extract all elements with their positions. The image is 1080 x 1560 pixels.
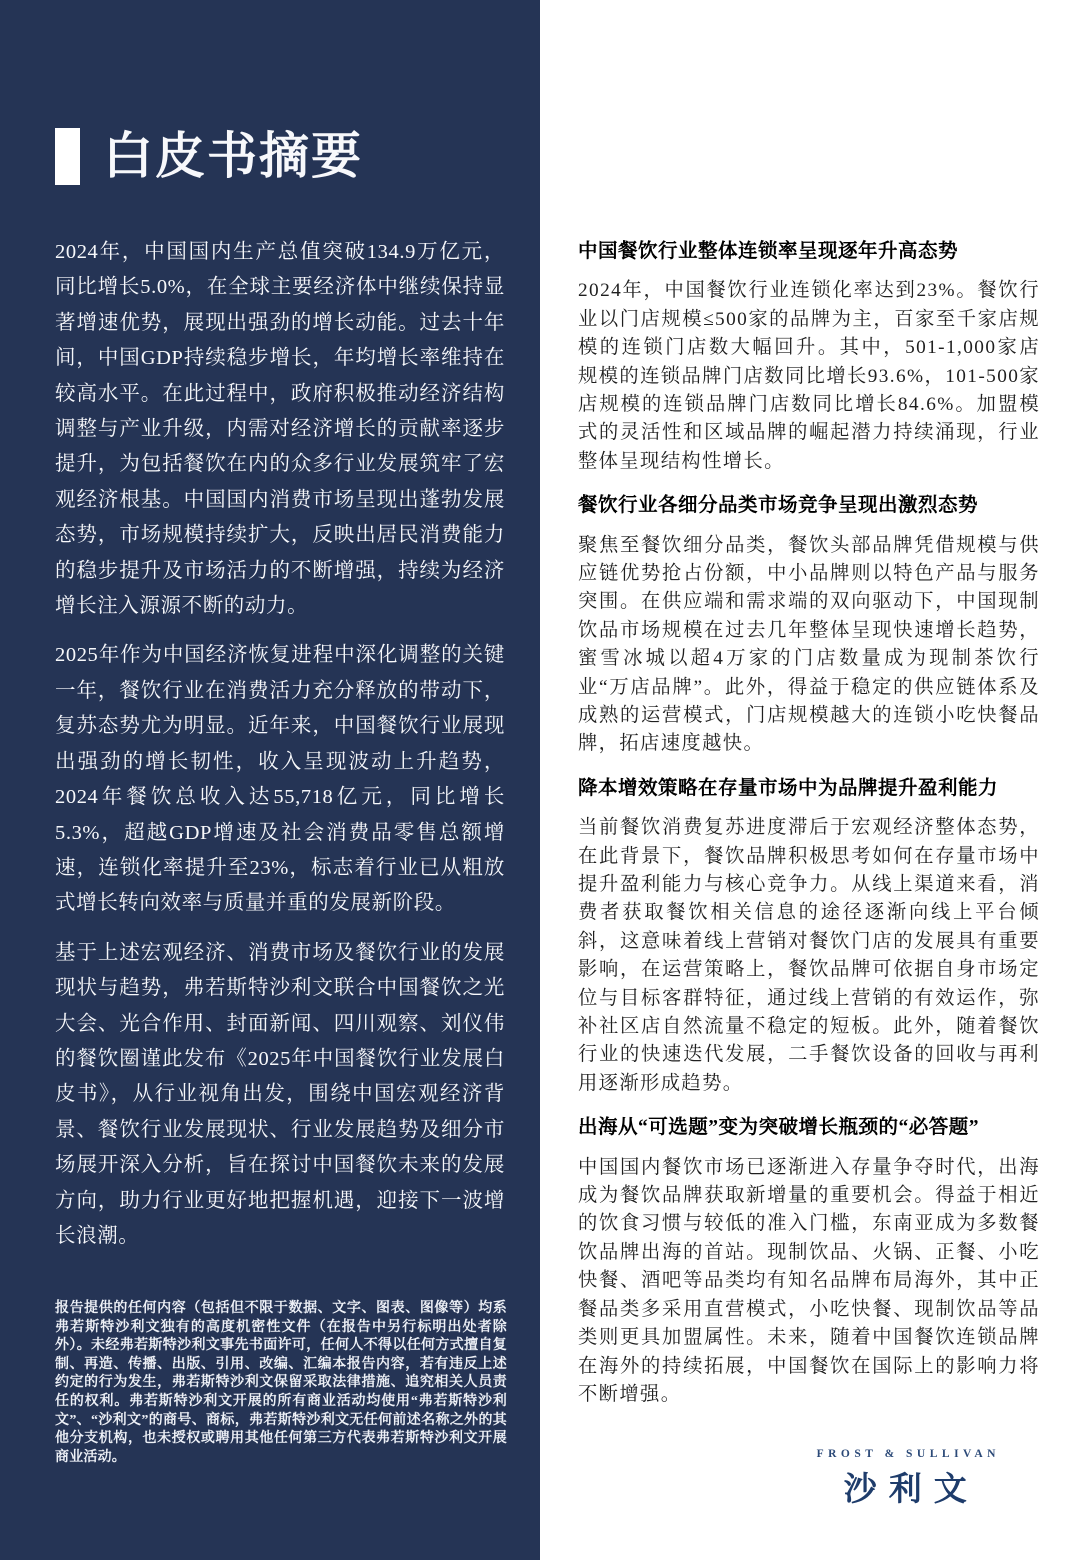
section-body-overseas-expansion: 中国国内餐饮市场已逐渐进入存量争夺时代，出海成为餐饮品牌获取新增量的重要机会。得益于相近的饮食习惯与较低的准入门槛，东南亚成为多数餐饮品牌出海的首站。现制饮品、火锅、正餐、小吃快餐、酒吧等品类均有知名品牌布局海外，其中正餐品类多采用直营模式，小吃快餐、现制饮品等品类则更具加盟属性。未来，随着中国餐饮连锁品牌在海外的持续拓展，中国餐饮在国际上的影响力将不断增强。 xyxy=(578,1156,1040,1405)
section-cost-efficiency xyxy=(578,777,1040,1098)
section-heading-cost-efficiency: 降本增效策略在存量市场中为品牌提升盈利能力 xyxy=(578,777,999,799)
confidentiality-disclaimer: 报告提供的任何内容（包括但不限于数据、文字、图表、图像等）均系弗若斯特沙利文独有的高度机密性文件（在报告中另行标明出处者除外）。未经弗若斯特沙利文事先书面许可，任何人不得以任何方式擅自复制、再造、传播、出版、引用、改编、汇编本报告内容，若有违反上述约定的行为发生，弗若斯特沙利文保留采取法律措施、追究相关人员责任的权利。弗若斯特沙利文开展的所有商业活动均使用“弗若斯特沙利文”、“沙利文”的商号、商标，弗若斯特沙利文无任何前述名称之外的其他分支机构，也未授权或聘用其他任何第三方代表弗若斯特沙利文开展商业活动。 xyxy=(55,1301,507,1465)
summary-right-panel xyxy=(540,0,1080,1560)
section-body-cost-efficiency: 当前餐饮消费复苏进度滞后于宏观经济整体态势，在此背景下，餐饮品牌积极思考如何在存量市场中提升盈利能力与核心竞争力。从线上渠道来看，消费者获取餐饮相关信息的途径逐渐向线上平台倾斜，这意味着线上营销对餐饮门店的发展具有重要影响，在运营策略上，餐饮品牌可依据自身市场定位与目标客群特征，通过线上营销的有效运作，弥补社区店自然流量不稳定的短板。此外，随着餐饮行业的快速迭代发展，二手餐饮设备的回收与再利用逐渐形成趋势。 xyxy=(578,817,1040,1094)
section-body-chain-rate: 2024年，中国餐饮行业连锁化率达到23%。餐饮行业以门店规模≤500家的品牌为主，百家至千家店规模的连锁门店数大幅回升。其中，501-1,000家店规模的连锁品牌门店数同比增长93.6%，101-500家店规模的连锁品牌门店数同比增长84.6%。加盟模式的灵活性和区域品牌的崛起潜力持续涌现，行业整体呈现结构性增长。 xyxy=(578,280,1040,472)
intro-paragraph-report-release: 基于上述宏观经济、消费市场及餐饮行业的发展现状与趋势，弗若斯特沙利文联合中国餐饮之光大会、光合作用、封面新闻、四川观察、刘仪伟的餐饮圈谨此发布《2025年中国餐饮行业发展白皮书》，从行业视角出发，围绕中国宏观经济背景、餐饮行业发展现状、行业发展趋势及细分市场展开深入分析，旨在探讨中国餐饮未来的发展方向，助力行业更好地把握机遇，迎接下一波增长浪潮。 xyxy=(55,941,505,1247)
shaliwen-wordmark: 沙利文 xyxy=(843,1470,979,1507)
intro-paragraph-industry-recovery: 2025年作为中国经济恢复进程中深化调整的关键一年，餐饮行业在消费活力充分释放的带动下，复苏态势尤为明显。近年来，中国餐饮行业展现出强劲的增长韧性，收入呈现波动上升趋势，2024年餐饮总收入达55,718亿元，同比增长5.3%，超越GDP增速及社会消费品零售总额增速，连锁化率提升至23%，标志着行业已从粗放式增长转向效率与质量并重的发展新阶段。 xyxy=(55,644,505,915)
section-body-segment-competition: 聚焦至餐饮细分品类，餐饮头部品牌凭借规模与供应链优势抢占份额，中小品牌则以特色产品与服务突围。在供应端和需求端的双向驱动下，中国现制饮品市场规模在过去几年整体呈现快速增长趋势，蜜雪冰城以超4万家的门店数量成为现制茶饮行业“万店品牌”。此外，得益于稳定的供应链体系及成熟的运营模式，门店规模越大的连锁小吃快餐品牌，拓店速度越快。 xyxy=(578,534,1040,755)
frost-sullivan-logo xyxy=(817,1448,1000,1510)
frost-sullivan-wordmark: FROST & SULLIVAN xyxy=(816,1448,1000,1460)
section-overseas-expansion xyxy=(578,1116,1040,1409)
page-title: 白皮书摘要 xyxy=(103,128,363,184)
section-chain-rate xyxy=(578,240,1040,476)
section-heading-chain-rate: 中国餐饮行业整体连锁率呈现逐年升高态势 xyxy=(578,241,959,262)
page-title-block xyxy=(55,128,505,185)
section-heading-segment-competition: 餐饮行业各细分品类市场竞争呈现出激烈态势 xyxy=(578,495,979,517)
intro-paragraph-macro-economy: 2024年，中国国内生产总值突破134.9万亿元，同比增长5.0%，在全球主要经济体中继续保持显著增速优势，展现出强劲的增长动能。过去十年间，中国GDP持续稳步增长，年均增长率维持在较高水平。在此过程中，政府积极推动经济结构调整与产业升级，内需对经济增长的贡献率逐步提升，为包括餐饮在内的众多行业发展筑牢了宏观经济根基。中国国内消费市场呈现出蓬勃发展态势，市场规模持续扩大，反映出居民消费能力的稳步提升及市场活力的不断增强，持续为经济增长注入源源不断的动力。 xyxy=(55,241,505,618)
title-accent-bar xyxy=(55,128,80,185)
section-heading-overseas-expansion: 出海从“可选题”变为突破增长瓶颈的“必答题” xyxy=(578,1117,980,1139)
section-segment-competition xyxy=(578,494,1040,759)
